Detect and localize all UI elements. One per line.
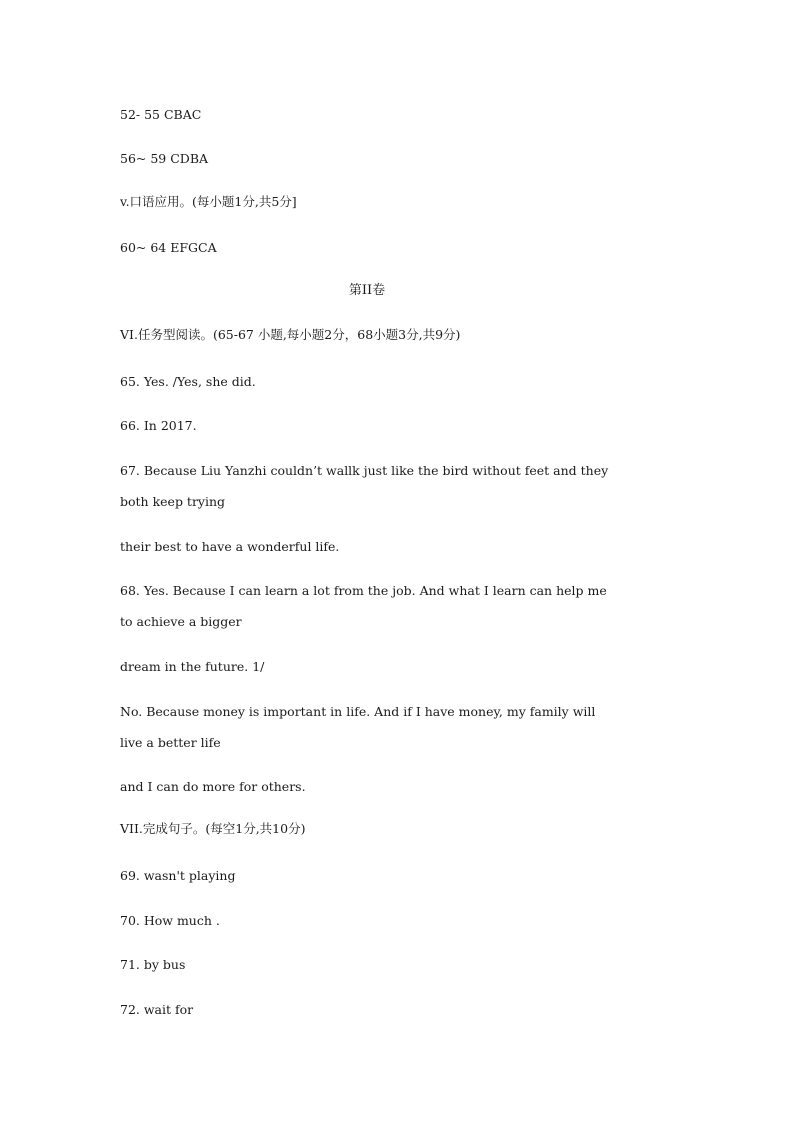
- answer-68-alt-line-3: and I can do more for others.: [120, 779, 306, 794]
- section-v-heading: v.口语应用。(每小题1分,共5分]: [120, 194, 297, 209]
- answer-71: 71. by bus: [120, 957, 186, 972]
- section-vii-heading: VII.完成句子。(每空1分,共10分): [120, 821, 306, 836]
- answer-67-line-2: both keep trying: [120, 494, 226, 509]
- answer-72: 72. wait for: [120, 1002, 194, 1017]
- answer-52-55: 52- 55 CBAC: [120, 107, 202, 122]
- answer-68-line-1: 68. Yes. Because I can learn a lot from the job. And what I learn can help me: [120, 583, 607, 598]
- answer-56-59: 56~ 59 CDBA: [120, 151, 209, 166]
- volume-title: 第II卷: [348, 283, 386, 298]
- answer-68-line-3: dream in the future. 1/: [120, 659, 265, 674]
- answer-67-line-3: their best to have a wonderful life.: [120, 539, 340, 554]
- answer-68-alt-line-2: live a better life: [120, 735, 221, 750]
- answer-68-alt-line-1: No. Because money is important in life. And if I have money, my family will: [120, 704, 596, 719]
- answer-60-64: 60~ 64 EFGCA: [120, 240, 217, 255]
- answer-69: 69. wasn't playing: [120, 868, 236, 883]
- answer-65: 65. Yes. /Yes, she did.: [120, 374, 256, 389]
- section-vi-heading: VI.任务型阅读。(65-67 小题,每小题2分，68小题3分,共9分): [120, 327, 461, 342]
- answer-67-line-1: 67. Because Liu Yanzhi couldn’t wallk just like the bird without feet and they: [120, 463, 609, 478]
- answer-68-line-2: to achieve a bigger: [120, 614, 242, 629]
- answer-70: 70. How much .: [120, 913, 220, 928]
- answer-66: 66. In 2017.: [120, 418, 197, 433]
